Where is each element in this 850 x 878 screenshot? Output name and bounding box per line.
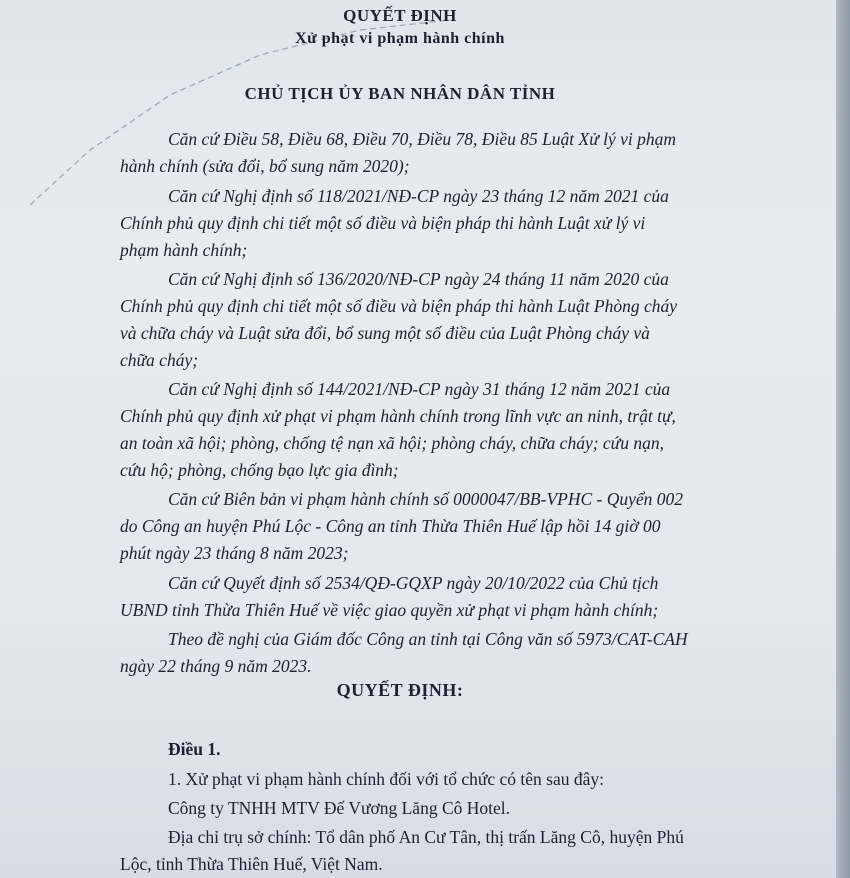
- preamble-line: Căn cứ Nghị định số 144/2021/NĐ-CP ngày 31 tháng 12 năm 2021 của: [168, 379, 671, 399]
- article-line: 1. Xử phạt vi phạm hành chính đối với tổ chức có tên sau đây:: [168, 769, 604, 789]
- preamble-line: Căn cứ Nghị định số 118/2021/NĐ-CP ngày 23 tháng 12 năm 2021 của: [168, 186, 669, 206]
- article-line: Địa chỉ trụ sở chính: Tổ dân phố An Cư Tân, thị trấn Lăng Cô, huyện Phú: [168, 827, 684, 847]
- preamble-line: UBND tỉnh Thừa Thiên Huế về việc giao quyền xử phạt vi phạm hành chính;: [120, 600, 659, 620]
- article-heading: Điều 1.: [168, 739, 221, 759]
- preamble-line: phạm hành chính;: [120, 240, 248, 260]
- document-title: QUYẾT ĐỊNH: [343, 6, 457, 25]
- preamble-line: an toàn xã hội; phòng, chống tệ nạn xã hội; phòng cháy, chữa cháy; cứu nạn,: [120, 433, 664, 453]
- preamble-line: Căn cứ Biên bản vi phạm hành chính số 0000047/BB-VPHC - Quyển 002: [168, 489, 684, 509]
- issuing-authority: CHỦ TỊCH ỦY BAN NHÂN DÂN TỈNH: [244, 84, 556, 103]
- organization-name: Công ty TNHH MTV Đế Vương Lăng Cô Hotel.: [168, 798, 510, 818]
- preamble-line: Chính phủ quy định chi tiết một số điều và biện pháp thi hành Luật Phòng cháy: [120, 296, 678, 316]
- article-line: Lộc, tỉnh Thừa Thiên Huế, Việt Nam.: [120, 854, 383, 874]
- preamble-line: Theo đề nghị của Giám đốc Công an tỉnh tại Công văn số 5973/CAT-CAH: [168, 629, 688, 649]
- preamble-line: và chữa cháy và Luật sửa đổi, bổ sung một số điều của Luật Phòng cháy và: [120, 323, 650, 343]
- preamble-line: phút ngày 23 tháng 8 năm 2023;: [120, 543, 349, 563]
- preamble-line: Chính phủ quy định chi tiết một số điều và biện pháp thi hành Luật xử lý vi: [120, 213, 646, 233]
- preamble-line: Căn cứ Quyết định số 2534/QĐ-GQXP ngày 20/10/2022 của Chủ tịch: [168, 573, 659, 593]
- page-edge: [836, 0, 850, 878]
- preamble-line: cứu hộ; phòng, chống bạo lực gia đình;: [120, 460, 399, 480]
- preamble-line: hành chính (sửa đổi, bổ sung năm 2020);: [120, 156, 410, 176]
- preamble-line: Căn cứ Điều 58, Điều 68, Điều 70, Điều 78, Điều 85 Luật Xử lý vi phạm: [168, 129, 677, 149]
- preamble-line: chữa cháy;: [120, 350, 199, 370]
- preamble-line: do Công an huyện Phú Lộc - Công an tỉnh Thừa Thiên Huế lập hồi 14 giờ 00: [120, 516, 661, 536]
- preamble-line: ngày 22 tháng 9 năm 2023.: [120, 656, 312, 676]
- preamble-line: Căn cứ Nghị định số 136/2020/NĐ-CP ngày 24 tháng 11 năm 2020 của: [168, 269, 669, 289]
- decision-heading: QUYẾT ĐỊNH:: [336, 680, 464, 700]
- preamble-line: Chính phủ quy định xử phạt vi phạm hành chính trong lĩnh vực an ninh, trật tự,: [120, 406, 676, 426]
- document-subtitle: Xử phạt vi phạm hành chính: [295, 30, 505, 47]
